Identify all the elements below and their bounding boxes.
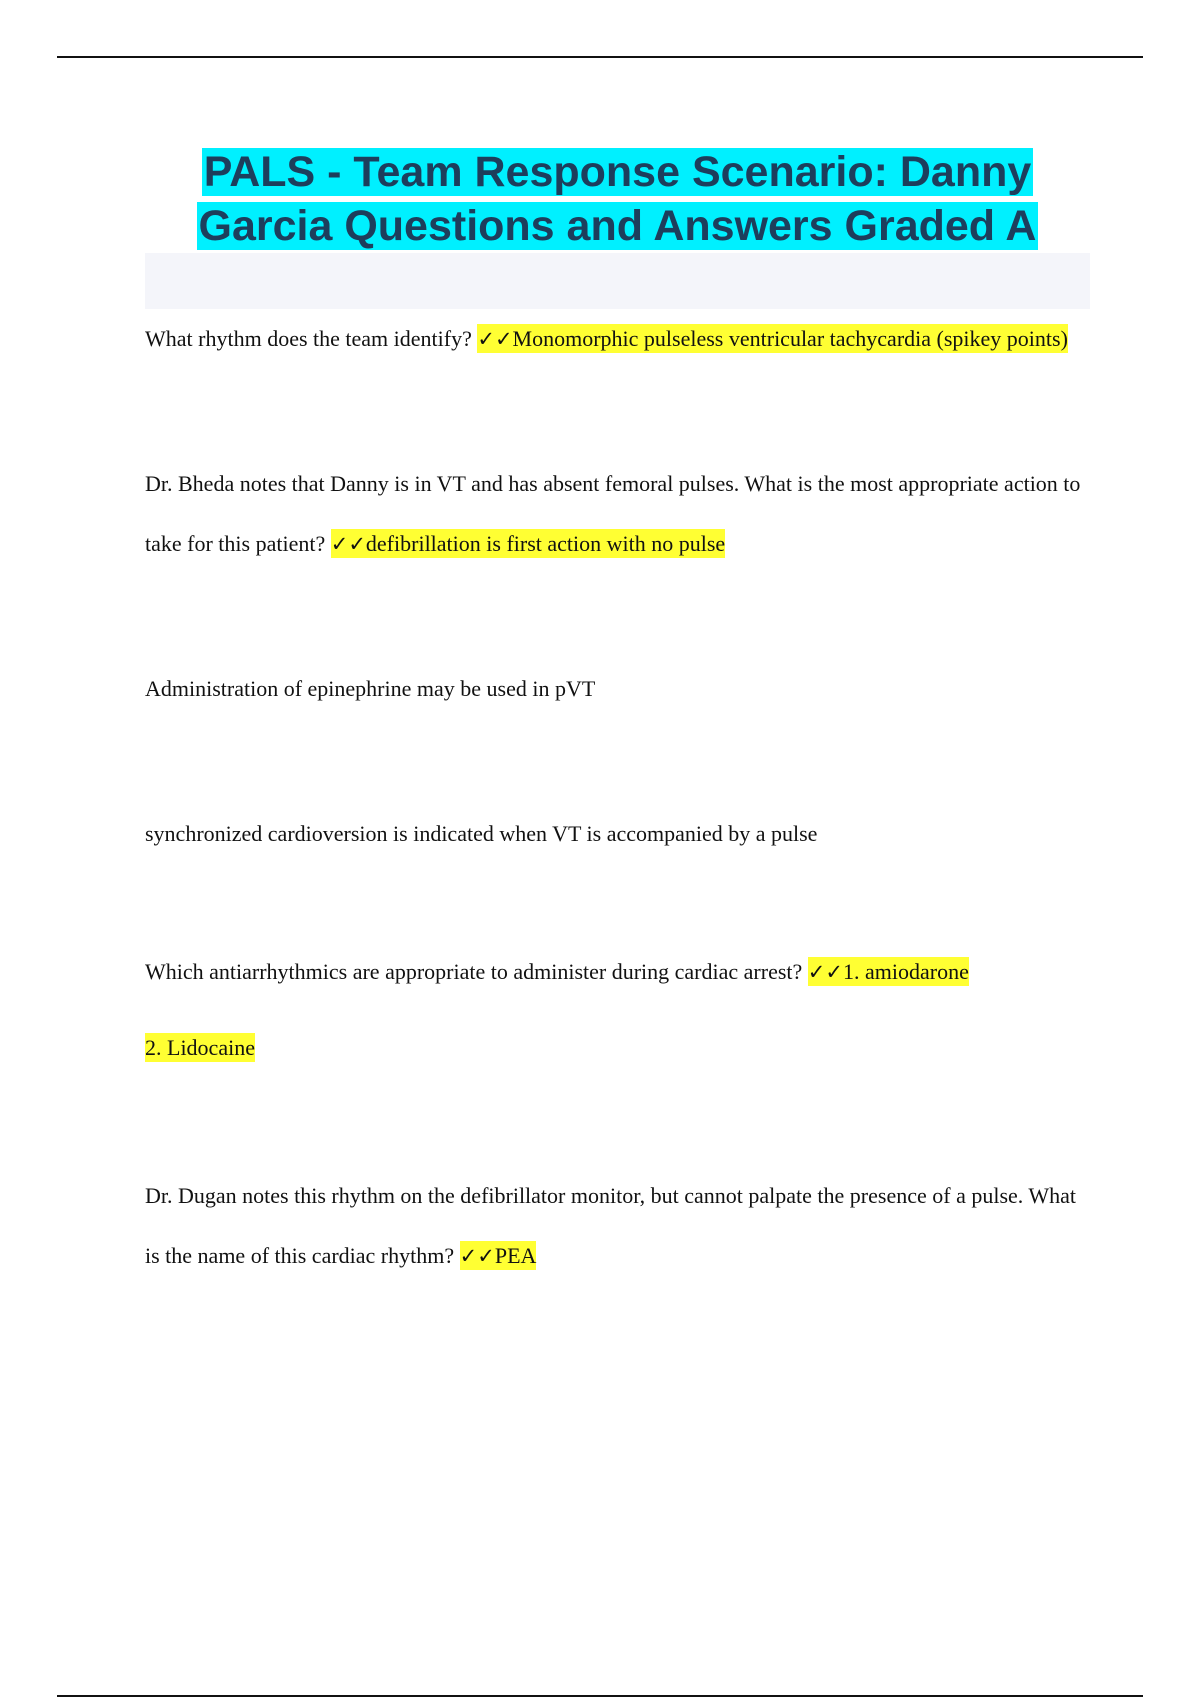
document-title xyxy=(145,145,1090,253)
answer-text: Monomorphic pulseless ventricular tachycardia (spikey points) xyxy=(512,326,1068,351)
question-text: Dr. Dugan notes this rhythm on the defibrillator monitor, but cannot palpate the presence of a pulse. What is the name of this cardiac rhythm? xyxy=(145,1183,1077,1268)
qa-item-2 xyxy=(145,454,1090,574)
answer-text: PEA xyxy=(494,1243,537,1268)
answer-highlight: 2. Lidocaine xyxy=(145,1035,255,1060)
top-rule xyxy=(57,56,1143,58)
bottom-rule xyxy=(57,1695,1143,1697)
answer-text: defibrillation is first action with no pulse xyxy=(365,531,726,556)
question-text: Dr. Bheda notes that Danny is in VT and has absent femoral pulses. What is the most appropriate action to take for this patient? xyxy=(145,471,1081,556)
question-text: What rhythm does the team identify? xyxy=(145,326,472,351)
answer-text: 1. amiodarone xyxy=(842,959,969,984)
statement-item-4: synchronized cardioversion is indicated when VT is accompanied by a pulse xyxy=(145,821,818,846)
qa-item-6 xyxy=(145,1166,1090,1286)
document-body xyxy=(145,145,1090,1286)
double-check-icon: ✓✓ xyxy=(477,327,513,351)
qa-item-5 xyxy=(145,942,1090,1002)
answer-highlight xyxy=(808,957,969,986)
answer-highlight xyxy=(460,1241,537,1270)
qa-item-1 xyxy=(145,309,1090,369)
title-underband xyxy=(145,253,1090,309)
double-check-icon: ✓✓ xyxy=(459,1244,495,1268)
double-check-icon: ✓✓ xyxy=(807,960,843,984)
statement-item-3: Administration of epinephrine may be used in pVT xyxy=(145,676,596,701)
double-check-icon: ✓✓ xyxy=(330,532,366,556)
qa-item-5-continued xyxy=(145,1018,1090,1078)
answer-highlight xyxy=(477,324,1068,353)
question-text: Which antiarrhythmics are appropriate to administer during cardiac arrest? xyxy=(145,959,803,984)
document-title-text: PALS - Team Response Scenario: Danny Garcia Questions and Answers Graded A xyxy=(198,148,1037,250)
answer-highlight xyxy=(331,529,725,558)
